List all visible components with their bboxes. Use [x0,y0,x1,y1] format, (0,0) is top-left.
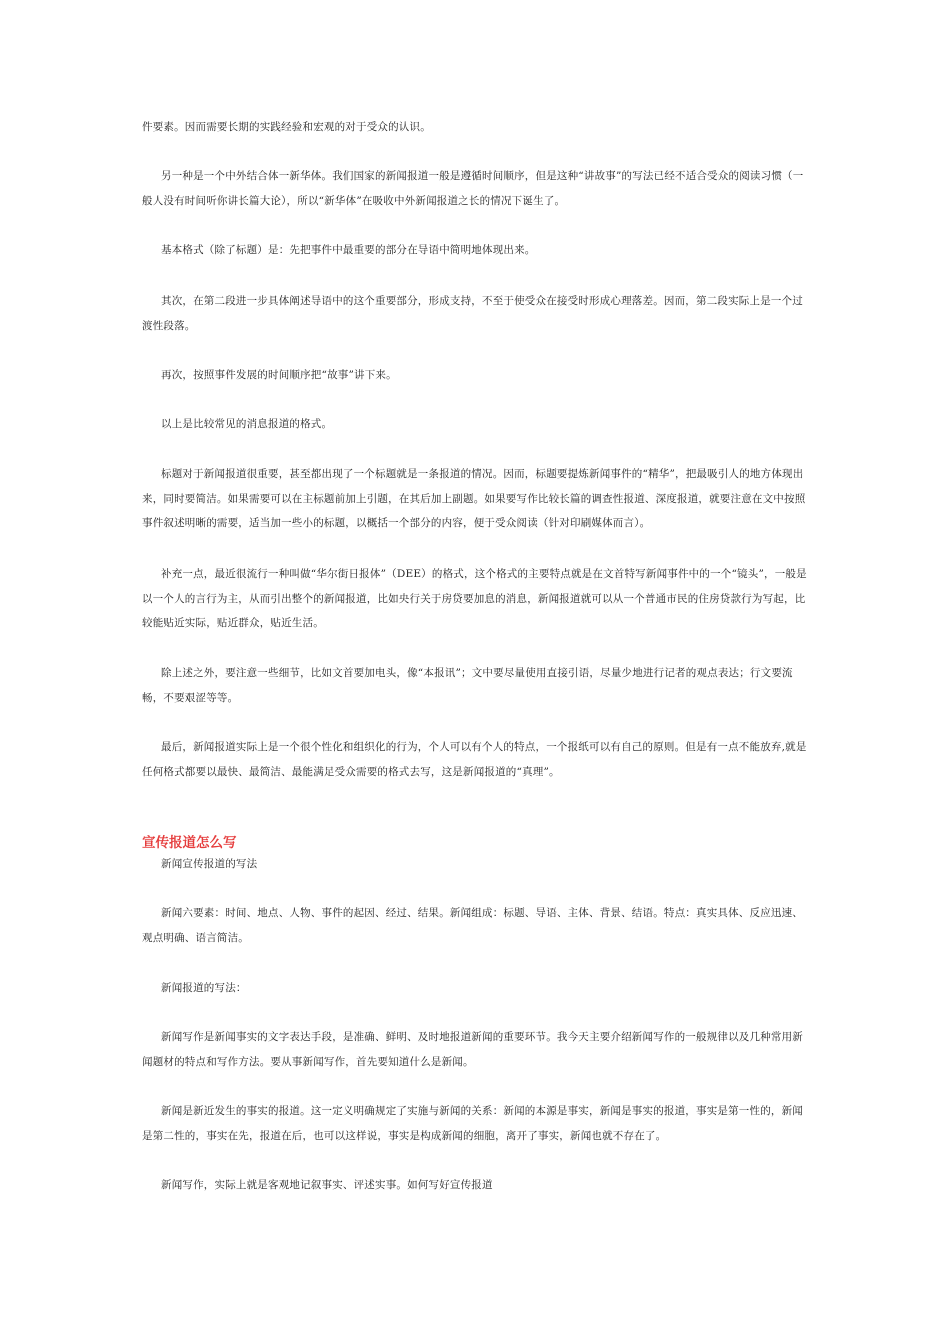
section-title [142,834,810,852]
section-title-rest: 报道怎么写 [169,835,237,851]
paragraph-conclusion: 最后，新闻报道实际上是一个很个性化和组织化的行为，个人可以有个人的特点，一个报纸可以有自己的原则。但是有一点不能放弃,就是任何格式都要以最快、最简洁、最能满足受众需要的格式去写，这是新闻报道的“真理”。 [142,741,807,778]
paragraph-details: 除上述之外，要注意一些细节，比如文首要加电头，像“本报讯”；文中要尽量使用直接引语，尽量少地进行记者的观点表达；行文要流畅，不要艰涩等等。 [142,667,793,704]
paragraph-news-writing: 新闻写作是新闻事实的文字表达手段，是准确、鲜明、及时地报道新闻的重要环节。我今天主要介绍新闻写作的一般规律以及几种常用新闻题材的特点和写作方法。要从事新闻写作，首先要知道什么是新闻。 [142,1031,803,1068]
paragraph-third-step: 再次，按照事件发展的时间顺序把“故事”讲下来。 [161,369,397,381]
paragraph-continuation: 件要素。因而需要长期的实践经验和宏观的对于受众的认识。 [142,121,431,133]
paragraph-subtitle: 新闻宣传报道的写法 [161,858,258,870]
paragraph-headline: 标题对于新闻报道很重要，甚至都出现了一个标题就是一条报道的情况。因而，标题要提炼新闻事件的“精华”，把最吸引人的地方体现出来，同时要简洁。如果需要可以在主标题前加上引题，在其后加上副题。如果要写作比较长篇的调查性报道、深度报道，就要注意在文中按照事件叙述明晰的需要，适当加一些小的标题，以概括一个部分的内容，便于受众阅读（针对印刷媒体而言）。 [142,468,806,529]
paragraph-six-elements: 新闻六要素：时间、地点、人物、事件的起因、经过、结果。新闻组成：标题、导语、主体、背景、结语。特点：真实具体、反应迅速、观点明确、语言简洁。 [142,907,803,944]
paragraph-second-step: 其次，在第二段进一步具体阐述导语中的这个重要部分，形成支持，不至于使受众在接受时形成心理落差。因而，第二段实际上是一个过渡性段落。 [142,295,803,332]
paragraph-summary: 以上是比较常见的消息报道的格式。 [161,418,333,430]
paragraph-xinhua-style: 另一种是一个中外结合体一新华体。我们国家的新闻报道一般是遵循时间顺序，但是这种“讲故事”的写法已经不适合受众的阅读习惯（一般人没有时间听你讲长篇大论），所以“新华体”在吸收中外新闻报道之长的情况下诞生了。 [142,170,804,207]
paragraph-writing-method: 新闻报道的写法： [161,982,247,994]
paragraph-news-definition: 新闻是新近发生的事实的报道。这一定义明确规定了实施与新闻的关系：新闻的本源是事实，新闻是事实的报道，事实是第一性的，新闻是第二性的，事实在先，报道在后，也可以这样说，事实是构成新闻的细胞，离开了事实，新闻也就不存在了。 [142,1105,803,1142]
section-title-strong: 宣传 [142,835,169,851]
paragraph-wsj-style: 补充一点，最近很流行一种叫做“华尔街日报体”（DEE）的格式，这个格式的主要特点就是在文首特写新闻事件中的一个“镜头”，一般是以一个人的言行为主，从而引出整个的新闻报道，比如央行关于房贷要加息的消息，新闻报道就可以从一个普通市民的住房贷款行为写起，比较能贴近实际，贴近群众，贴近生活。 [142,568,807,629]
paragraph-basic-format: 基本格式（除了标题）是：先把事件中最重要的部分在导语中简明地体现出来。 [161,244,536,256]
paragraph-objective-writing: 新闻写作，实际上就是客观地记叙事实、评述实事。如何写好宣传报道 [161,1179,493,1191]
